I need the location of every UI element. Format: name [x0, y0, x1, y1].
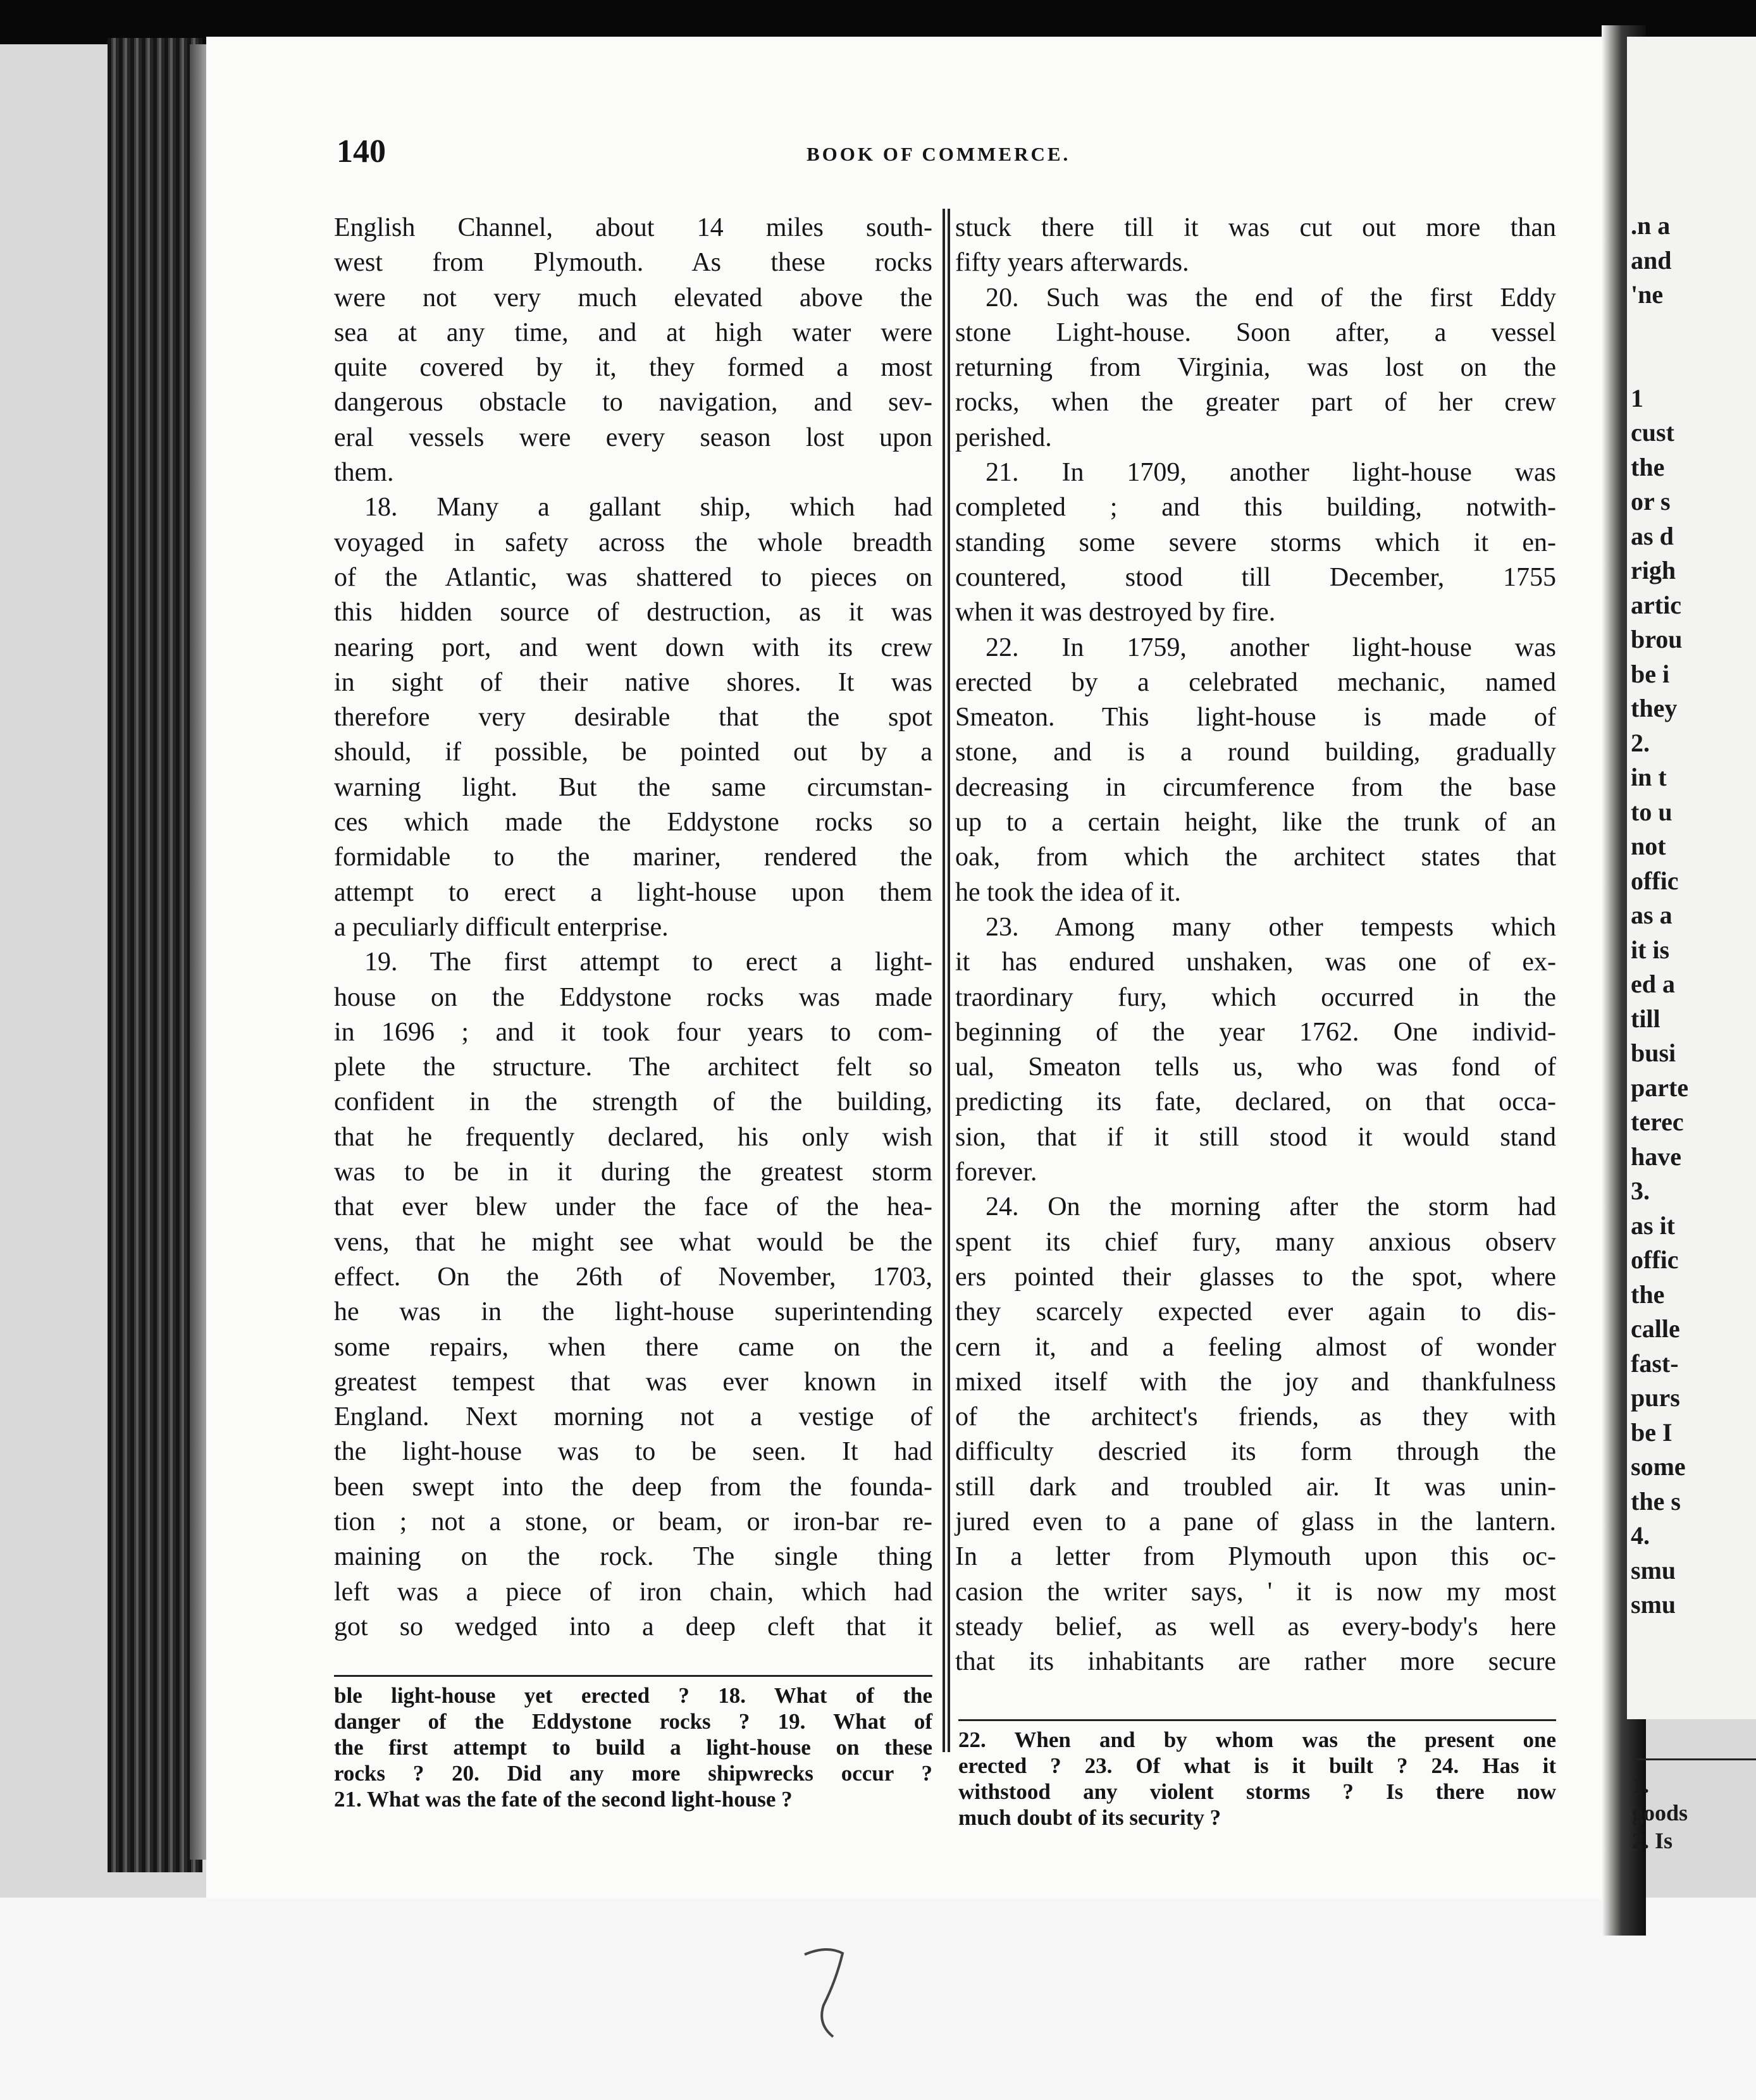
- text-line: cern it, and a feeling almost of wonder: [955, 1332, 1556, 1362]
- text-line: oak, from which the architect states that: [955, 843, 1556, 872]
- fragment-line: .n a: [1631, 211, 1671, 240]
- text-line: stone Light-house. Soon after, a vessel: [955, 318, 1556, 347]
- text-line: England. Next morning not a vestige of: [334, 1402, 932, 1432]
- fragment-line: offic: [1631, 866, 1679, 895]
- question-line: the first attempt to build a light-house on these: [334, 1735, 932, 1760]
- fragment-line: ed a: [1631, 970, 1675, 998]
- review-questions-left: [334, 1683, 932, 1812]
- text-line: up to a certain height, like the trunk of an: [955, 808, 1556, 837]
- text-line: Smeaton. This light-house is made of: [955, 703, 1556, 732]
- fragment-line: the: [1631, 452, 1665, 481]
- facing-page-notes: [1632, 1771, 1688, 1855]
- fragment-line: smu: [1631, 1590, 1676, 1619]
- text-line: west from Plymouth. As these rocks: [334, 248, 932, 278]
- text-line: quite covered by it, they formed a most: [334, 353, 932, 383]
- left-text-column: [334, 211, 932, 1645]
- text-line: maining on the rock. The single thing: [334, 1542, 932, 1572]
- text-line: that he frequently declared, his only wish: [334, 1122, 932, 1152]
- fragment-line: [1631, 312, 1688, 347]
- text-line: 19. The first attempt to erect a light-: [364, 948, 932, 977]
- pencil-mark-icon: [798, 1942, 855, 2043]
- column-divider: [948, 209, 950, 1752]
- text-line: rocks, when the greater part of her crew: [955, 388, 1556, 417]
- page-number: 140: [337, 133, 386, 170]
- fragment-line: offic: [1631, 1245, 1679, 1274]
- text-line: attempt to erect a light-house upon them: [334, 877, 932, 907]
- text-line: completed ; and this building, notwith-: [955, 493, 1556, 522]
- fragment-note: 1.: [1632, 1772, 1649, 1798]
- fragment-line: purs: [1631, 1383, 1680, 1412]
- text-line: nearing port, and went down with its crew: [334, 633, 932, 662]
- question-line: 22. When and by whom was the present one: [958, 1727, 1556, 1752]
- text-line: decreasing in circumference from the base: [955, 772, 1556, 802]
- fragment-line: 1: [1631, 383, 1643, 412]
- fragment-line: or s: [1631, 487, 1671, 516]
- text-line: formidable to the mariner, rendered the: [334, 843, 932, 872]
- text-line: 21. In 1709, another light-house was: [986, 458, 1556, 488]
- fragment-note: 2. Is: [1632, 1828, 1673, 1853]
- fragment-line: in t: [1631, 763, 1667, 791]
- text-line: ers pointed their glasses to the spot, where: [955, 1262, 1556, 1292]
- fragment-line: as it: [1631, 1211, 1675, 1240]
- text-line: English Channel, about 14 miles south-: [334, 213, 932, 242]
- footnote-rule: [334, 1675, 932, 1677]
- fragment-line: as a: [1631, 901, 1673, 929]
- text-line: them.: [334, 458, 394, 488]
- fragment-line: 4.: [1631, 1521, 1650, 1550]
- text-line: voyaged in safety across the whole breadth: [334, 528, 932, 557]
- text-line: this hidden source of destruction, as it was: [334, 598, 932, 627]
- question-line: danger of the Eddystone rocks ? 19. What of: [334, 1709, 932, 1734]
- question-line: erected ? 23. Of what is it built ? 24. Has it: [958, 1753, 1556, 1778]
- text-line: countered, stood till December, 1755: [955, 562, 1556, 592]
- text-line: were not very much elevated above the: [334, 283, 932, 312]
- text-line: difficulty descried its form through the: [955, 1437, 1556, 1467]
- text-line: house on the Eddystone rocks was made: [334, 982, 932, 1012]
- facing-page-text: [1631, 209, 1688, 1622]
- text-line: perished.: [955, 423, 1052, 452]
- scan-bottom-margin: [0, 1898, 1756, 2100]
- fragment-line: the: [1631, 1280, 1665, 1309]
- text-line: vens, that he might see what would be the: [334, 1227, 932, 1257]
- fragment-line: not: [1631, 832, 1666, 860]
- fragment-line: brou: [1631, 625, 1683, 653]
- text-line: 24. On the morning after the storm had: [986, 1192, 1556, 1222]
- text-line: confident in the strength of the building,: [334, 1087, 932, 1117]
- text-line: standing some severe storms which it en-: [955, 528, 1556, 557]
- text-line: dangerous obstacle to navigation, and sev-: [334, 388, 932, 417]
- footnote-rule: [958, 1719, 1556, 1721]
- text-line: casion the writer says, ' it is now my most: [955, 1577, 1556, 1607]
- text-line: forever.: [955, 1158, 1037, 1187]
- fragment-line: 2.: [1631, 728, 1650, 757]
- question-line: 21. What was the fate of the second light-house ?: [334, 1787, 793, 1812]
- text-line: still dark and troubled air. It was unin-: [955, 1472, 1556, 1502]
- question-line: withstood any violent storms ? Is there now: [958, 1779, 1556, 1804]
- question-line: rocks ? 20. Did any more shipwrecks occur ?: [334, 1761, 932, 1786]
- fragment-line: righ: [1631, 556, 1676, 584]
- text-line: ces which made the Eddystone rocks so: [334, 808, 932, 837]
- fragment-line: busi: [1631, 1039, 1676, 1067]
- text-line: returning from Virginia, was lost on the: [955, 353, 1556, 383]
- text-line: of the Atlantic, was shattered to pieces on: [334, 562, 932, 592]
- fragment-line: fast-: [1631, 1349, 1679, 1378]
- fragment-line: they: [1631, 694, 1678, 722]
- text-line: therefore very desirable that the spot: [334, 703, 932, 732]
- text-line: warning light. But the same circumstan-: [334, 772, 932, 802]
- text-line: beginning of the year 1762. One individ-: [955, 1017, 1556, 1047]
- fragment-line: calle: [1631, 1314, 1680, 1343]
- text-line: fifty years afterwards.: [955, 248, 1189, 278]
- text-line: 22. In 1759, another light-house was: [986, 633, 1556, 662]
- review-questions-right: [958, 1727, 1556, 1831]
- text-line: eral vessels were every season lost upon: [334, 423, 932, 452]
- text-line: got so wedged into a deep cleft that it: [334, 1612, 932, 1641]
- text-line: tion ; not a stone, or beam, or iron-bar re-: [334, 1507, 932, 1536]
- fragment-line: to u: [1631, 797, 1673, 826]
- fragment-line: [1631, 347, 1688, 381]
- text-line: 20. Such was the end of the first Eddy: [986, 283, 1556, 312]
- facing-footnote-rule: [1632, 1758, 1756, 1760]
- text-line: some repairs, when there came on the: [334, 1332, 932, 1362]
- text-line: was to be in it during the greatest storm: [334, 1158, 932, 1187]
- fragment-line: be I: [1631, 1418, 1673, 1447]
- text-line: stone, and is a round building, gradually: [955, 738, 1556, 767]
- fragment-line: the s: [1631, 1486, 1681, 1516]
- fragment-line: artic: [1631, 590, 1681, 619]
- text-line: jured even to a pane of glass in the lantern.: [955, 1507, 1556, 1536]
- text-line: predicting its fate, declared, on that occa-: [955, 1087, 1556, 1117]
- text-line: in 1696 ; and it took four years to com-: [334, 1017, 932, 1047]
- column-divider: [943, 209, 945, 1752]
- text-line: they scarcely expected ever again to dis-: [955, 1297, 1556, 1327]
- text-line: that its inhabitants are rather more secure: [955, 1647, 1556, 1677]
- fragment-line: till: [1631, 1004, 1660, 1033]
- text-line: plete the structure. The architect felt so: [334, 1053, 932, 1082]
- text-line: it has endured unshaken, was one of ex-: [955, 948, 1556, 977]
- book-spine-edge: [108, 38, 202, 1872]
- text-line: traordinary fury, which occurred in the: [955, 982, 1556, 1012]
- right-text-column: [955, 211, 1556, 1679]
- text-line: In a letter from Plymouth upon this oc-: [955, 1542, 1556, 1572]
- text-line: been swept into the deep from the founda-: [334, 1472, 932, 1502]
- text-line: mixed itself with the joy and thankfulness: [955, 1367, 1556, 1397]
- question-line: ble light-house yet erected ? 18. What of the: [334, 1683, 932, 1708]
- text-line: effect. On the 26th of November, 1703,: [334, 1262, 932, 1292]
- fragment-note: goods: [1632, 1800, 1688, 1825]
- fragment-line: 3.: [1631, 1177, 1650, 1205]
- question-line: much doubt of its security ?: [958, 1805, 1221, 1830]
- text-line: ual, Smeaton tells us, who was fond of: [955, 1053, 1556, 1082]
- text-line: 18. Many a gallant ship, which had: [364, 493, 932, 522]
- fragment-line: smu: [1631, 1555, 1676, 1584]
- text-line: erected by a celebrated mechanic, named: [955, 667, 1556, 697]
- fragment-line: cust: [1631, 418, 1674, 447]
- text-line: 23. Among many other tempests which: [986, 912, 1556, 942]
- text-line: in sight of their native shores. It was: [334, 667, 932, 697]
- text-line: sea at any time, and at high water were: [334, 318, 932, 347]
- text-line: left was a piece of iron chain, which had: [334, 1577, 932, 1607]
- fragment-line: have: [1631, 1142, 1681, 1171]
- fragment-line: some: [1631, 1452, 1686, 1481]
- text-line: that ever blew under the face of the hea-: [334, 1192, 932, 1222]
- text-line: steady belief, as well as every-body's here: [955, 1612, 1556, 1641]
- text-line: of the architect's friends, as they with: [955, 1402, 1556, 1432]
- text-line: when it was destroyed by fire.: [955, 598, 1276, 627]
- text-line: the light-house was to be seen. It had: [334, 1437, 932, 1467]
- fragment-line: parte: [1631, 1073, 1689, 1102]
- text-line: he took the idea of it.: [955, 877, 1181, 907]
- fragment-line: as d: [1631, 521, 1674, 550]
- fragment-line: be i: [1631, 659, 1670, 688]
- text-line: spent its chief fury, many anxious observ: [955, 1227, 1556, 1257]
- running-head: BOOK OF COMMERCE.: [807, 143, 1071, 165]
- text-line: greatest tempest that was ever known in: [334, 1367, 932, 1397]
- fragment-line: terec: [1631, 1108, 1684, 1136]
- text-line: should, if possible, be pointed out by a: [334, 738, 932, 767]
- fragment-line: it is: [1631, 935, 1670, 964]
- fragment-line: and: [1631, 245, 1672, 275]
- text-line: he was in the light-house superintending: [334, 1297, 932, 1327]
- fragment-line: 'ne: [1631, 280, 1664, 309]
- text-line: a peculiarly difficult enterprise.: [334, 912, 669, 942]
- text-line: stuck there till it was cut out more than: [955, 213, 1556, 242]
- text-line: sion, that if it still stood it would stand: [955, 1122, 1556, 1152]
